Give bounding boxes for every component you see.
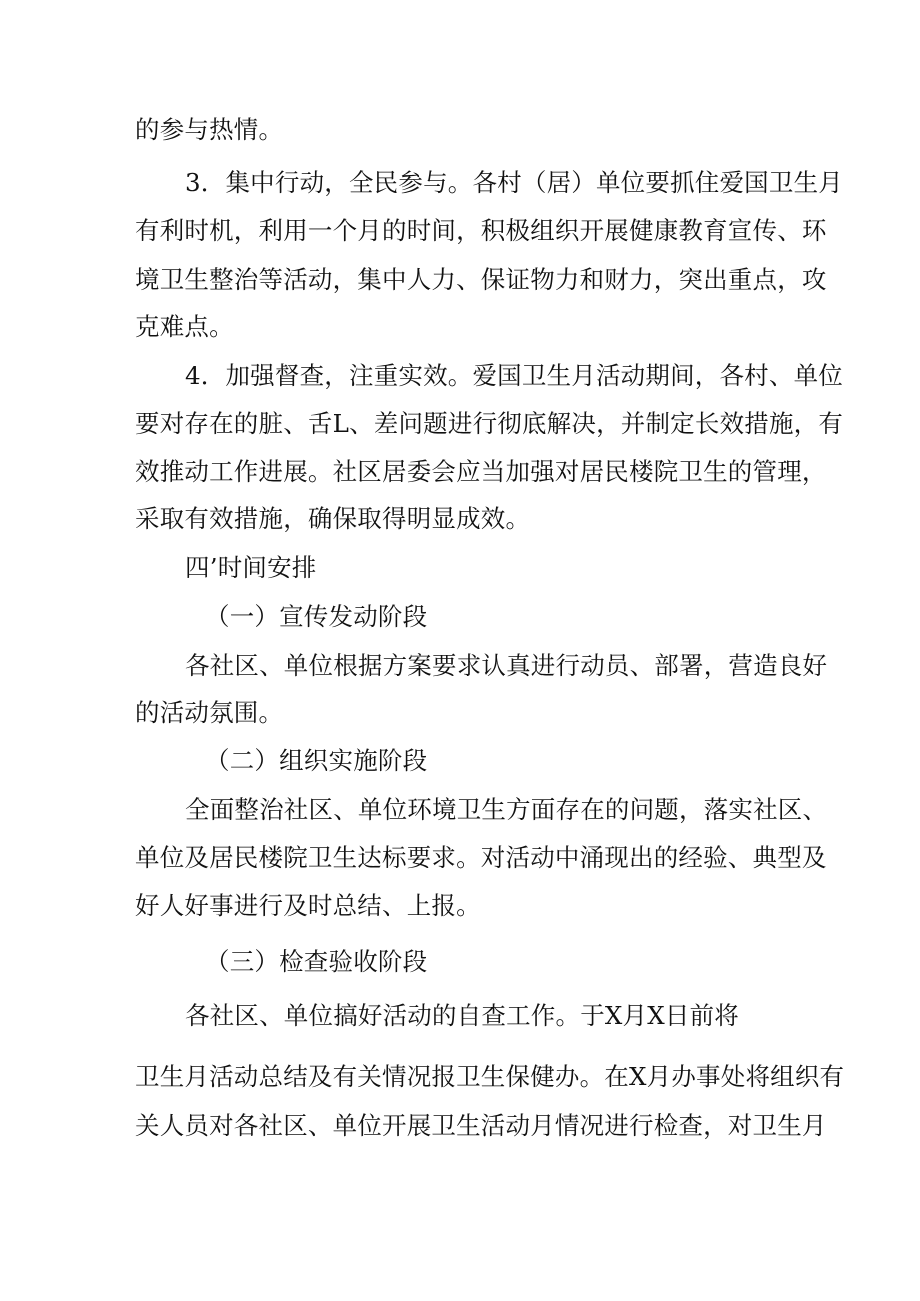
section-heading: 四’时间安排 [185, 553, 317, 582]
text-line-15: 全面整治社区、单位环境卫生方面存在的问题，落实社区、 [185, 795, 828, 824]
text-line-19: 各社区、单位搞好活动的自查工作。于X月X日前将 [185, 1001, 739, 1030]
text-line-16: 单位及居民楼院卫生达标要求。对活动中涌现出的经验、典型及 [135, 843, 827, 872]
text-line-1: 的参与热情。 [135, 115, 284, 144]
subsection-heading-1: （一）宣传发动阶段 [205, 602, 428, 631]
text-line-3: 有利时机，利用一个月的时间，积极组织开展健康教育宣传、环 [135, 216, 827, 245]
text-line-17: 好人好事进行及时总结、上报。 [135, 891, 481, 920]
text-line-4: 境卫生整治等活动，集中人力、保证物力和财力，突出重点，攻 [135, 265, 827, 294]
text-line-13: 的活动氛围。 [135, 698, 284, 727]
text-line-9: 采取有效措施，确保取得明显成效。 [135, 504, 531, 533]
text-line-21: 关人员对各社区、单位开展卫生活动月情况进行检查，对卫生月 [135, 1111, 827, 1140]
subsection-heading-3: （三）检查验收阶段 [205, 947, 428, 976]
text-line-2: 3．集中行动，全民参与。各村（居）单位要抓住爱国卫生月 [185, 168, 843, 197]
text-line-20: 卫生月活动总结及有关情况报卫生保健办。在X月办事处将组织有 [135, 1062, 845, 1091]
text-line-8: 效推动工作进展。社区居委会应当加强对居民楼院卫生的管理， [135, 457, 827, 486]
subsection-heading-2: （二）组织实施阶段 [205, 746, 428, 775]
text-line-7: 要对存在的脏、舌L、差问题进行彻底解决，并制定长效措施，有 [135, 409, 844, 438]
text-line-6: 4．加强督查，注重实效。爱国卫生月活动期间，各村、单位 [185, 361, 843, 390]
text-line-12: 各社区、单位根据方案要求认真进行动员、部署，营造良好 [185, 651, 828, 680]
text-line-5: 克难点。 [135, 312, 234, 341]
